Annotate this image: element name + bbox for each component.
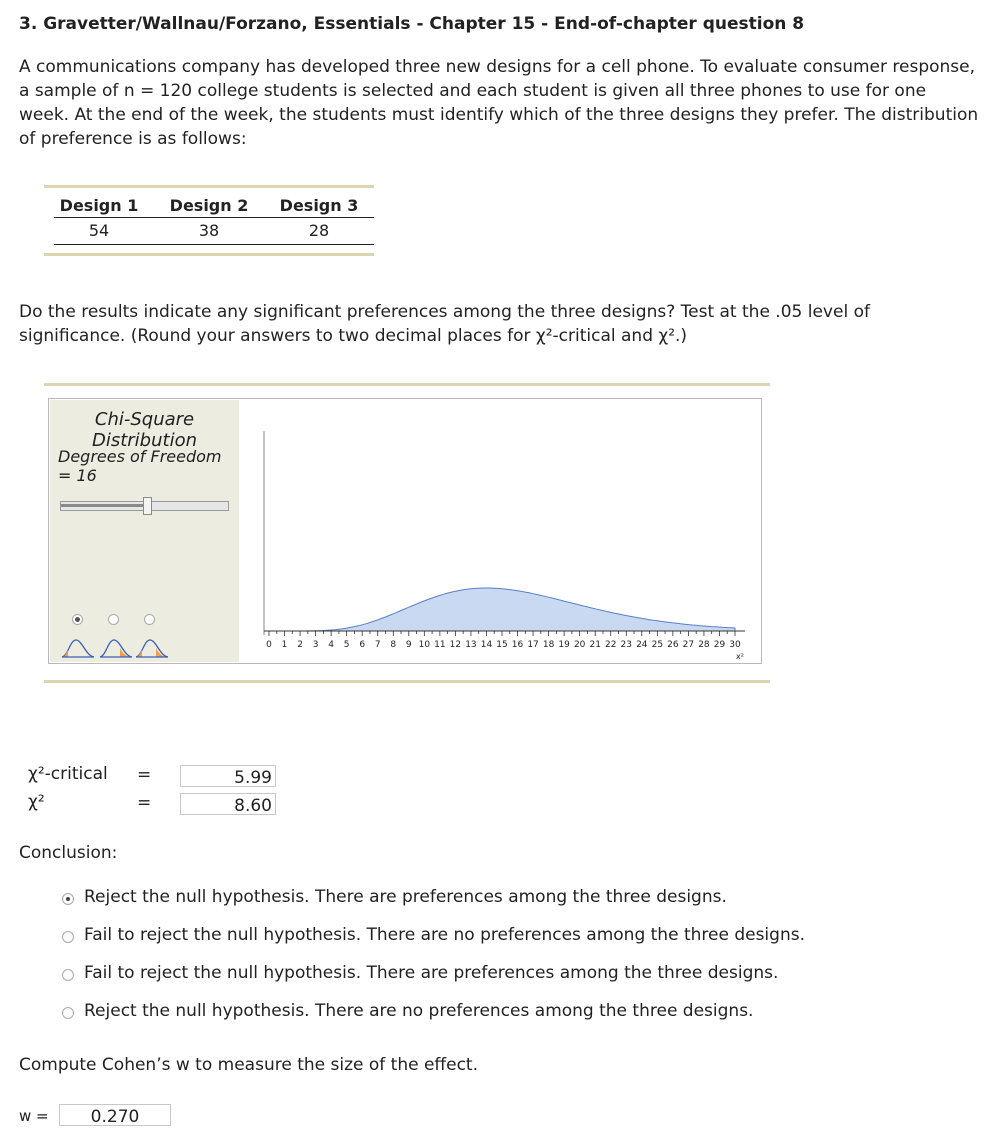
design-table xyxy=(44,185,374,256)
applet-top-rule xyxy=(44,383,770,386)
critical-input[interactable]: 5.99 xyxy=(180,765,276,787)
question-title: 3. Gravetter/Wallnau/Forzano, Essentials - Chapter 15 - End-of-chapter question 8 xyxy=(19,14,805,34)
x-tick-label: 8 xyxy=(390,640,397,650)
conclusion-text-3: Fail to reject the null hypothesis. There are preferences among the three designs. xyxy=(84,963,779,983)
tail-icons xyxy=(60,636,170,660)
applet-title: Chi-Square Distribution xyxy=(91,409,197,451)
design-1-header: Design 1 xyxy=(59,196,139,215)
x-tick-label: 25 xyxy=(651,640,664,650)
x-tick-label: 27 xyxy=(682,640,695,650)
critical-label: χ²-critical xyxy=(28,764,108,784)
x-tick-label: 21 xyxy=(589,640,601,650)
x-tick-label: 26 xyxy=(667,640,679,650)
conclusion-option-4[interactable] xyxy=(54,1001,874,1025)
table-top-rule xyxy=(44,185,374,188)
x-tick-label: 18 xyxy=(542,640,555,650)
x-tick-label: 1 xyxy=(281,640,288,650)
distribution-plot xyxy=(245,419,755,665)
tail-radio-left[interactable] xyxy=(72,614,83,625)
conclusion-radio-4[interactable] xyxy=(62,1007,74,1019)
x-tick-label: 4 xyxy=(328,640,335,650)
tail-radio-right[interactable] xyxy=(108,614,119,625)
cohen-input[interactable]: 0.270 xyxy=(59,1104,171,1126)
left-tail-icon[interactable] xyxy=(62,640,94,657)
x-tick-label: 12 xyxy=(449,640,462,650)
design-1-value: 54 xyxy=(88,221,110,240)
values-underline xyxy=(54,244,374,245)
x-tick-label: 5 xyxy=(343,640,350,650)
x-tick-label: 24 xyxy=(636,640,648,650)
x-tick-label: 13 xyxy=(465,640,477,650)
x-tick-label: 10 xyxy=(418,640,431,650)
question-prompt: Do the results indicate any significant preferences among the three designs? Test at the .05 level of significance. (Round your answers to two decimal places for χ²-critical and χ².) xyxy=(19,302,870,346)
x-tick-label: 19 xyxy=(558,640,570,650)
x-tick-label: 22 xyxy=(605,640,617,650)
critical-equals: = xyxy=(137,765,152,785)
x-tick-label: 7 xyxy=(374,640,381,650)
x-tick-label: 3 xyxy=(312,640,319,650)
applet-control-panel xyxy=(50,400,239,662)
conclusion-label: Conclusion: xyxy=(19,843,118,863)
conclusion-option-1[interactable] xyxy=(54,887,874,911)
two-tail-icon[interactable] xyxy=(136,640,168,657)
chi-square-applet xyxy=(48,398,762,664)
x-tick-label: 11 xyxy=(434,640,446,650)
design-3-header: Design 3 xyxy=(279,196,359,215)
x-tick-label: 6 xyxy=(359,640,366,650)
x-tick-label: 29 xyxy=(713,640,726,650)
question-intro: A communications company has developed three new designs for a cell phone. To evaluate consumer response, a sample of n = 120 college students is selected and each student is given all three phones to use for one week. At the end of the week, the students must identify which of the three designs they prefer. The distribution of preference is as follows: xyxy=(19,57,979,149)
x-tick-label: 14 xyxy=(480,640,493,650)
conclusion-radio-1[interactable] xyxy=(62,893,74,905)
df-slider-fill xyxy=(61,504,147,507)
x-tick-label: 28 xyxy=(698,640,710,650)
x-tick-label: 17 xyxy=(527,640,539,650)
conclusion-option-2[interactable] xyxy=(54,925,874,949)
right-tail-icon[interactable] xyxy=(100,640,132,657)
chi-square-curve xyxy=(269,588,735,631)
design-3-value: 28 xyxy=(308,221,330,240)
chi-label: χ² xyxy=(28,792,45,812)
x-tick-label: 23 xyxy=(620,640,632,650)
table-bottom-rule xyxy=(44,253,374,256)
conclusion-option-3[interactable] xyxy=(54,963,874,987)
tail-radio-two[interactable] xyxy=(144,614,155,625)
conclusion-text-1: Reject the null hypothesis. There are preferences among the three designs. xyxy=(84,887,727,907)
chi-equals: = xyxy=(137,793,152,813)
chi-input[interactable]: 8.60 xyxy=(180,793,276,815)
conclusion-text-2: Fail to reject the null hypothesis. There are no preferences among the three designs. xyxy=(84,925,805,945)
conclusion-radio-2[interactable] xyxy=(62,931,74,943)
df-slider-handle[interactable] xyxy=(143,497,152,515)
df-slider[interactable] xyxy=(60,501,229,511)
x-tick-label: 9 xyxy=(405,640,412,650)
x-axis-label: x² xyxy=(736,652,744,661)
x-tick-label: 2 xyxy=(297,640,303,650)
design-2-header: Design 2 xyxy=(169,196,249,215)
design-2-value: 38 xyxy=(198,221,220,240)
applet-bottom-rule xyxy=(44,680,770,683)
x-tick-label: 16 xyxy=(511,640,524,650)
x-tick-label: 20 xyxy=(573,640,586,650)
conclusion-radio-3[interactable] xyxy=(62,969,74,981)
x-tick-label: 15 xyxy=(496,640,508,650)
df-label: Degrees of Freedom = 16 xyxy=(58,447,222,485)
cohen-label: w = xyxy=(19,1107,49,1125)
cohen-prompt: Compute Cohen’s w to measure the size of the effect. xyxy=(19,1055,478,1075)
conclusion-text-4: Reject the null hypothesis. There are no preferences among the three designs. xyxy=(84,1001,754,1021)
x-tick-label: 0 xyxy=(266,640,272,650)
x-tick-label: 30 xyxy=(729,640,741,650)
